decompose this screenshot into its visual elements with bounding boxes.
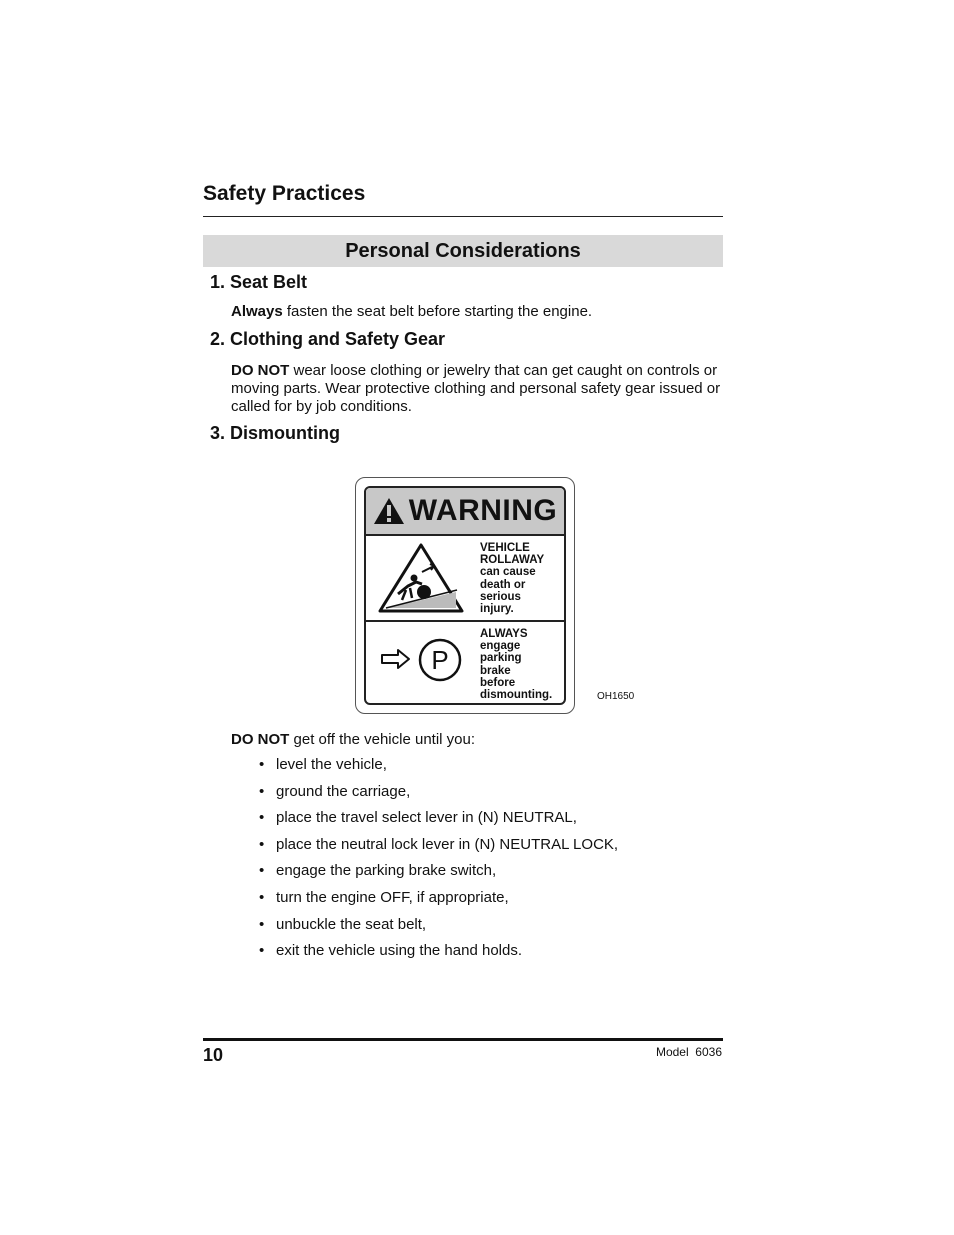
hazard-panel	[366, 536, 564, 622]
warning-title: WARNING	[408, 494, 558, 527]
dismount-intro	[231, 731, 475, 749]
dismount-lead: DO NOT	[231, 731, 290, 748]
hazard-line: serious	[480, 590, 521, 603]
hazard-line: injury.	[480, 603, 514, 616]
page-number: 10	[203, 1045, 224, 1065]
hazard-line: can cause	[480, 566, 536, 579]
section-banner	[203, 235, 723, 267]
warning-sign	[355, 477, 575, 714]
action-line: ALWAYS	[480, 628, 528, 640]
model-label: Model 6036	[655, 1045, 722, 1059]
seat-belt-text: fasten the seat belt before starting the engine.	[282, 303, 593, 320]
list-item: • engage the parking brake switch,	[259, 862, 618, 889]
banner-title: Personal Considerations	[345, 239, 581, 262]
list-item: • place the neutral lock lever in (N) NEUTRAL LOCK,	[259, 836, 618, 863]
item-heading-clothing: 2. Clothing and Safety Gear	[210, 329, 446, 349]
clothing-lead: DO NOT	[231, 362, 290, 379]
action-line: parking	[480, 652, 522, 665]
seat-belt-paragraph	[231, 303, 721, 321]
footer-rule	[203, 1038, 723, 1041]
list-item: • turn the engine OFF, if appropriate,	[259, 889, 618, 916]
figure-code: OH1650	[597, 691, 635, 702]
clothing-paragraph	[231, 362, 723, 416]
list-item: • exit the vehicle using the hand holds.	[259, 942, 618, 969]
list-item: • level the vehicle,	[259, 756, 618, 783]
hazard-text	[480, 542, 544, 615]
action-line: brake	[480, 664, 511, 677]
list-item: • unbuckle the seat belt,	[259, 916, 618, 943]
seat-belt-lead: Always	[231, 303, 283, 320]
rollaway-hazard-icon	[378, 542, 464, 614]
action-line: before	[480, 676, 516, 689]
item-heading-seat-belt: 1. Seat Belt	[210, 272, 308, 292]
item-heading-dismounting: 3. Dismounting	[210, 423, 340, 443]
action-line: dismounting.	[480, 689, 553, 702]
arrow-right-icon	[380, 648, 412, 670]
hazard-line: ROLLAWAY	[480, 554, 545, 567]
dismount-text: get off the vehicle until you:	[289, 731, 476, 748]
warning-header	[366, 488, 564, 536]
dismount-steps-list	[259, 756, 618, 969]
action-panel	[366, 622, 564, 703]
action-text	[480, 628, 552, 701]
action-line: engage	[480, 640, 521, 653]
clothing-text: wear loose clothing or jewelry that can get caught on controls or moving parts. Wear protective clothing and personal safety gear issued or called for by job conditions.	[231, 362, 721, 415]
header-rule	[203, 216, 723, 217]
section-title: Safety Practices	[203, 182, 366, 205]
list-item: • place the travel select lever in (N) NEUTRAL,	[259, 809, 618, 836]
parking-brake-icon	[416, 636, 464, 684]
parking-symbol: P	[431, 645, 449, 675]
warning-triangle-icon	[373, 497, 405, 525]
hazard-line: VEHICLE	[480, 542, 530, 554]
list-item: • ground the carriage,	[259, 783, 618, 810]
hazard-line: death or	[480, 578, 526, 591]
